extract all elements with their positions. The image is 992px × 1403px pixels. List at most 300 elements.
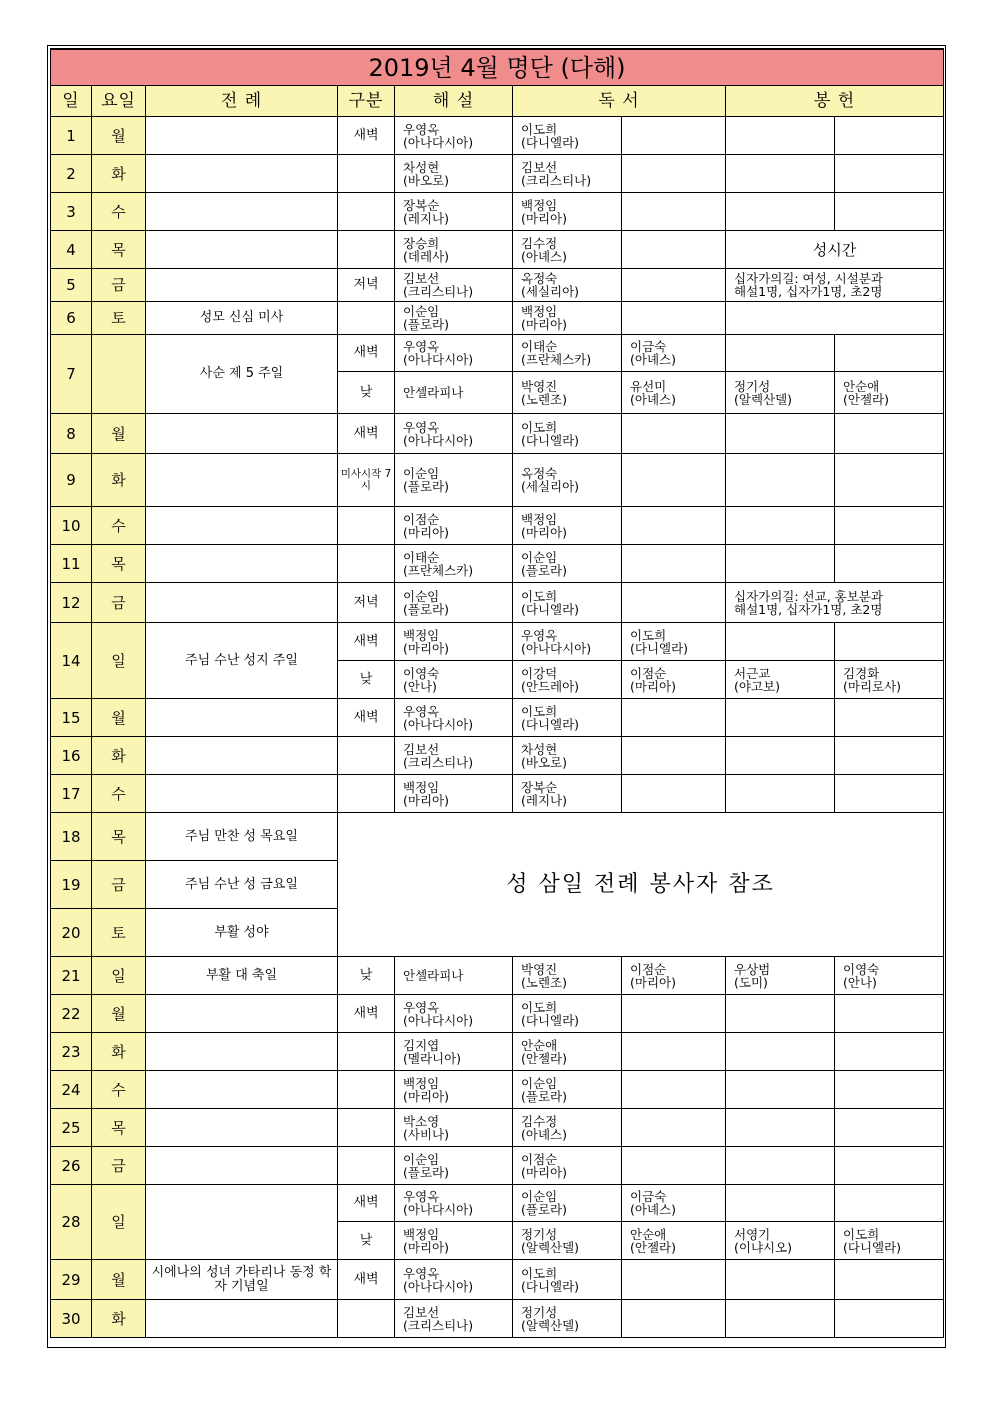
reading-cell (513, 775, 622, 813)
reading-cell-line: 김수정 (521, 235, 558, 251)
offering-cell (835, 957, 944, 995)
offering-cell (726, 737, 835, 775)
reading-cell-line: (알렉산델) (521, 1239, 580, 1255)
offering-cell (726, 1109, 835, 1147)
reading-cell-line: 이도희 (521, 121, 558, 137)
commentary-cell-line: 우영옥 (403, 1189, 440, 1204)
reading-cell (622, 775, 726, 813)
type-cell: 새벽 (338, 117, 395, 155)
commentary-cell (395, 454, 513, 507)
offering-cell-line: (마리로사) (843, 678, 902, 694)
reading-cell (622, 545, 726, 583)
weekday-cell: 일 (92, 1185, 146, 1260)
reading-cell-line: 이도희 (521, 419, 558, 435)
table-row (51, 117, 944, 155)
commentary-cell-line: (아나다시아) (403, 1202, 474, 1217)
title-row (51, 49, 944, 86)
day-cell: 7 (51, 335, 92, 414)
reading-cell-line: (플로라) (521, 1202, 567, 1217)
reading-cell-line: 백정임 (521, 304, 558, 319)
day-cell: 25 (51, 1109, 92, 1147)
commentary-cell (395, 583, 513, 623)
offering-note-cell (726, 269, 944, 302)
weekday-cell: 목 (92, 813, 146, 861)
reading-cell (513, 661, 622, 699)
reading-cell-line: 이점순 (521, 1151, 558, 1167)
offering-cell (835, 699, 944, 737)
offering-cell (726, 335, 835, 372)
day-cell: 16 (51, 737, 92, 775)
commentary-cell-line: 이영숙 (403, 665, 440, 681)
header-offering: 봉 헌 (726, 86, 944, 117)
offering-cell (726, 775, 835, 813)
reading-cell-line: (아녜스) (630, 1202, 676, 1217)
reading-cell-line: (안드레아) (521, 678, 580, 694)
commentary-cell-line: (아나다시아) (403, 1012, 474, 1028)
table-row (51, 1260, 944, 1300)
liturgy-cell (146, 699, 338, 737)
offering-cell (835, 1185, 944, 1222)
commentary-cell (395, 699, 513, 737)
reading-cell (622, 583, 726, 623)
table-row (51, 583, 944, 623)
day-cell: 26 (51, 1147, 92, 1185)
reading-cell-line: 우영옥 (521, 627, 558, 643)
table-row (51, 231, 944, 269)
commentary-cell-line: 우영옥 (403, 419, 440, 435)
header-reading: 독 서 (513, 86, 726, 117)
commentary-cell-line: 백정임 (403, 1226, 440, 1242)
commentary-cell-line: 우영옥 (403, 999, 440, 1015)
offering-cell (726, 661, 835, 699)
table-row (51, 454, 944, 507)
reading-cell-line: (세실리아) (521, 479, 580, 494)
weekday-cell: 화 (92, 454, 146, 507)
offering-cell-line: (안젤라) (843, 391, 889, 407)
reading-cell-line: (노렌조) (521, 391, 567, 407)
reading-cell (622, 623, 726, 661)
header-commentary: 해 설 (395, 86, 513, 117)
reading-cell-line: 이순임 (521, 1075, 558, 1091)
reading-cell-line: (플로라) (521, 1088, 567, 1104)
liturgy-cell (146, 507, 338, 545)
reading-cell-line: (마리아) (630, 974, 676, 990)
reading-cell-line: 이점순 (630, 961, 667, 977)
table-row (51, 957, 944, 995)
liturgy-cell (146, 414, 338, 454)
reading-cell (513, 1109, 622, 1147)
reading-cell-line: 차성현 (521, 741, 558, 757)
liturgy-cell (146, 269, 338, 302)
weekday-cell: 화 (92, 1300, 146, 1338)
reading-cell (513, 269, 622, 302)
liturgy-cell: 사순 제 5 주일 (146, 335, 338, 414)
commentary-cell (395, 1147, 513, 1185)
commentary-cell-line: 김보선 (403, 741, 440, 757)
reading-cell (513, 623, 622, 661)
commentary-cell (395, 661, 513, 699)
day-cell: 15 (51, 699, 92, 737)
table-row (51, 335, 944, 372)
reading-cell-line: 이도희 (521, 999, 558, 1015)
reading-cell-line: (크리스티나) (521, 172, 592, 188)
day-cell: 2 (51, 155, 92, 193)
offering-cell (726, 995, 835, 1033)
offering-cell (835, 1222, 944, 1260)
offering-cell-line: 정기성 (734, 378, 771, 394)
reading-cell (513, 507, 622, 545)
offering-cell (835, 775, 944, 813)
reading-cell (622, 1109, 726, 1147)
reading-cell (622, 414, 726, 454)
type-cell (338, 737, 395, 775)
weekday-cell: 월 (92, 414, 146, 454)
liturgy-cell: 시에나의 성녀 가타리나 동정 학자 기념일 (146, 1260, 338, 1300)
reading-cell (622, 155, 726, 193)
weekday-cell: 목 (92, 545, 146, 583)
table-row (51, 737, 944, 775)
header-weekday: 요일 (92, 86, 146, 117)
reading-cell (622, 372, 726, 414)
offering-cell (835, 737, 944, 775)
offering-cell (726, 699, 835, 737)
reading-cell-line: 이금숙 (630, 1189, 667, 1204)
liturgy-cell (146, 995, 338, 1033)
reading-cell (513, 583, 622, 623)
liturgy-cell (146, 545, 338, 583)
reading-cell-line: 이강덕 (521, 665, 558, 681)
day-cell: 9 (51, 454, 92, 507)
reading-cell (622, 661, 726, 699)
liturgy-cell: 부활 대 축일 (146, 957, 338, 995)
liturgy-cell (146, 1109, 338, 1147)
day-cell: 30 (51, 1300, 92, 1338)
commentary-cell (395, 155, 513, 193)
page-title: 2019년 4월 명단 (다해) (51, 49, 944, 86)
weekday-cell: 금 (92, 269, 146, 302)
weekday-cell: 화 (92, 1033, 146, 1071)
reading-cell-line: 이순임 (521, 549, 558, 565)
reading-cell (622, 193, 726, 231)
weekday-cell: 수 (92, 775, 146, 813)
liturgy-cell: 부활 성야 (146, 909, 338, 957)
header-row (51, 86, 944, 117)
liturgy-cell: 주님 수난 성 금요일 (146, 861, 338, 909)
table-row (51, 775, 944, 813)
reading-cell-line: 옥정숙 (521, 271, 558, 286)
offering-cell (726, 1033, 835, 1071)
commentary-cell (395, 507, 513, 545)
weekday-cell: 수 (92, 507, 146, 545)
commentary-cell-line: (마리아) (403, 1239, 449, 1255)
reading-cell-line: (노렌조) (521, 974, 567, 990)
commentary-cell-line: 우영옥 (403, 339, 440, 354)
reading-cell-line: 김보선 (521, 159, 558, 175)
commentary-cell (395, 117, 513, 155)
commentary-cell (395, 775, 513, 813)
type-cell (338, 1109, 395, 1147)
reading-cell-line: 이도희 (521, 588, 558, 604)
table-row (51, 269, 944, 302)
reading-cell (513, 414, 622, 454)
offering-cell (835, 1147, 944, 1185)
table-row (51, 1109, 944, 1147)
offering-cell (726, 454, 835, 507)
reading-cell (513, 995, 622, 1033)
liturgy-cell (146, 775, 338, 813)
type-cell (338, 1147, 395, 1185)
reading-cell (622, 507, 726, 545)
table-row (51, 813, 944, 861)
offering-cell (726, 957, 835, 995)
commentary-cell-line: (크리스티나) (403, 754, 474, 770)
commentary-cell (395, 1185, 513, 1222)
liturgy-cell (146, 193, 338, 231)
commentary-cell-line: 박소영 (403, 1113, 440, 1129)
offering-cell-line: 안순애 (843, 378, 880, 394)
type-cell: 새벽 (338, 995, 395, 1033)
day-cell: 4 (51, 231, 92, 269)
weekday-cell: 목 (92, 231, 146, 269)
offering-cell-line: (야고보) (734, 678, 780, 694)
reading-cell (513, 155, 622, 193)
offering-cell (835, 1033, 944, 1071)
offering-cell (835, 1260, 944, 1300)
commentary-cell-line: 이순임 (403, 588, 440, 604)
reading-cell (622, 269, 726, 302)
reading-cell-line: 이도희 (630, 627, 667, 643)
table-row (51, 699, 944, 737)
commentary-cell (395, 1300, 513, 1338)
type-cell (338, 231, 395, 269)
reading-cell-line: (마리아) (521, 524, 567, 540)
type-cell: 낮 (338, 1222, 395, 1260)
offering-note-line: 십자가의길: 선교, 홍보분과 (734, 588, 883, 604)
offering-cell (726, 117, 835, 155)
reading-cell (513, 957, 622, 995)
day-cell: 29 (51, 1260, 92, 1300)
commentary-cell (395, 1071, 513, 1109)
reading-cell (622, 1071, 726, 1109)
type-cell: 낮 (338, 372, 395, 414)
offering-cell (835, 414, 944, 454)
weekday-cell: 일 (92, 957, 146, 995)
liturgy-cell (146, 1185, 338, 1260)
commentary-cell-line: (아나다시아) (403, 1278, 474, 1294)
commentary-cell (395, 623, 513, 661)
offering-cell-line: 우상범 (734, 961, 771, 977)
reading-cell (513, 117, 622, 155)
liturgy-cell: 주님 수난 성지 주일 (146, 623, 338, 699)
reading-cell (513, 1185, 622, 1222)
table-row (51, 1071, 944, 1109)
commentary-cell (395, 269, 513, 302)
schedule-table (50, 48, 944, 1338)
commentary-cell-line: 이순임 (403, 1151, 440, 1167)
offering-cell (726, 1147, 835, 1185)
offering-note-cell (726, 583, 944, 623)
type-cell (338, 155, 395, 193)
offering-cell (726, 1300, 835, 1338)
commentary-cell-line: 김보선 (403, 271, 440, 286)
day-cell: 18 (51, 813, 92, 861)
reading-cell (513, 372, 622, 414)
reading-cell (513, 1260, 622, 1300)
offering-cell (835, 1300, 944, 1338)
reading-cell (622, 1033, 726, 1071)
commentary-cell-line: 김보선 (403, 1304, 440, 1320)
liturgy-cell (146, 117, 338, 155)
reading-cell (513, 1147, 622, 1185)
liturgy-cell (146, 1033, 338, 1071)
day-cell: 6 (51, 302, 92, 335)
offering-cell (726, 1260, 835, 1300)
type-cell (338, 1033, 395, 1071)
reading-cell-line: (안젤라) (521, 1050, 567, 1066)
table-row (51, 302, 944, 335)
triduum-note: 성 삼일 전례 봉사자 참조 (338, 813, 944, 957)
offering-cell (835, 335, 944, 372)
reading-cell (513, 737, 622, 775)
day-cell: 12 (51, 583, 92, 623)
reading-cell-line: (세실리아) (521, 284, 580, 299)
weekday-cell: 금 (92, 583, 146, 623)
offering-cell (726, 1222, 835, 1260)
header-day: 일 (51, 86, 92, 117)
weekday-cell: 일 (92, 623, 146, 699)
commentary-cell-line: 이태순 (403, 549, 440, 565)
reading-cell-line: 이순임 (521, 1189, 558, 1204)
offering-cell-line: (안나) (843, 974, 877, 990)
liturgy-cell (146, 1147, 338, 1185)
reading-cell (622, 302, 726, 335)
commentary-cell-line: (마리아) (403, 792, 449, 808)
offering-note-line: 해설1명, 십자가1명, 초2명 (734, 601, 883, 617)
offering-cell-line: 서근교 (734, 665, 771, 681)
offering-cell (726, 507, 835, 545)
reading-cell (513, 699, 622, 737)
commentary-cell-line: (데레사) (403, 248, 449, 264)
offering-cell (835, 372, 944, 414)
day-cell: 20 (51, 909, 92, 957)
reading-cell (622, 117, 726, 155)
commentary-cell (395, 995, 513, 1033)
type-cell (338, 302, 395, 335)
day-cell: 14 (51, 623, 92, 699)
commentary-cell (395, 372, 513, 414)
commentary-cell (395, 957, 513, 995)
type-cell (338, 1300, 395, 1338)
commentary-cell-line: (마리아) (403, 640, 449, 656)
weekday-cell: 화 (92, 737, 146, 775)
commentary-cell (395, 737, 513, 775)
liturgy-cell (146, 1071, 338, 1109)
header-liturgy: 전 례 (146, 86, 338, 117)
reading-cell (513, 1071, 622, 1109)
reading-cell (513, 231, 622, 269)
reading-cell-line: (아녜스) (630, 352, 676, 367)
weekday-cell: 월 (92, 117, 146, 155)
reading-cell-line: (다니엘라) (521, 601, 580, 617)
reading-cell (622, 699, 726, 737)
commentary-cell (395, 1033, 513, 1071)
commentary-cell-line: 장승희 (403, 235, 440, 251)
reading-cell-line: (마리아) (630, 678, 676, 694)
table-row (51, 995, 944, 1033)
offering-cell (835, 545, 944, 583)
reading-cell-line: 박영진 (521, 378, 558, 394)
type-cell: 저녁 (338, 269, 395, 302)
weekday-cell: 수 (92, 1071, 146, 1109)
reading-cell-line: 박영진 (521, 961, 558, 977)
commentary-cell (395, 193, 513, 231)
commentary-cell (395, 302, 513, 335)
type-cell: 낮 (338, 957, 395, 995)
table-row (51, 414, 944, 454)
commentary-cell-line: (크리스티나) (403, 1317, 474, 1333)
commentary-cell-line: (안나) (403, 678, 437, 694)
reading-cell (622, 1260, 726, 1300)
table-row (51, 1033, 944, 1071)
offering-cell (726, 414, 835, 454)
commentary-cell-line: (크리스티나) (403, 284, 474, 299)
commentary-cell (395, 414, 513, 454)
liturgy-cell (146, 454, 338, 507)
commentary-cell-line: 이점순 (403, 511, 440, 527)
commentary-cell-line: 백정임 (403, 627, 440, 643)
offering-cell (726, 155, 835, 193)
reading-cell-line: 이금숙 (630, 339, 667, 354)
reading-cell-line: (아녜스) (521, 1126, 567, 1142)
offering-cell-line: (이냐시오) (734, 1239, 793, 1255)
offering-cell-line: (다니엘라) (843, 1239, 902, 1255)
type-cell: 새벽 (338, 414, 395, 454)
reading-cell (513, 1222, 622, 1260)
reading-cell (513, 193, 622, 231)
reading-cell-line: (다니엘라) (521, 716, 580, 732)
weekday-cell: 토 (92, 302, 146, 335)
commentary-cell-line: 백정임 (403, 1075, 440, 1091)
day-cell: 11 (51, 545, 92, 583)
offering-cell (726, 1071, 835, 1109)
commentary-cell-line: (아나다시아) (403, 432, 474, 448)
offering-cell-line: 이영숙 (843, 961, 880, 977)
weekday-cell: 월 (92, 995, 146, 1033)
reading-cell-line: (안젤라) (630, 1239, 676, 1255)
reading-cell-line: 유선미 (630, 378, 667, 394)
reading-cell (622, 1185, 726, 1222)
reading-cell-line: (다니엘라) (521, 134, 580, 150)
reading-cell-line: 안순애 (630, 1226, 667, 1242)
weekday-cell: 토 (92, 909, 146, 957)
liturgy-cell (146, 231, 338, 269)
reading-cell-line: 이태순 (521, 339, 558, 354)
reading-cell-line: (플로라) (521, 562, 567, 578)
type-cell: 새벽 (338, 699, 395, 737)
reading-cell (622, 995, 726, 1033)
commentary-cell (395, 1222, 513, 1260)
day-cell: 8 (51, 414, 92, 454)
liturgy-cell: 성모 신심 미사 (146, 302, 338, 335)
liturgy-cell (146, 1300, 338, 1338)
day-cell: 24 (51, 1071, 92, 1109)
day-cell: 3 (51, 193, 92, 231)
reading-cell (622, 1300, 726, 1338)
reading-cell-line: (다니엘라) (521, 432, 580, 448)
day-cell: 28 (51, 1185, 92, 1260)
offering-cell (835, 995, 944, 1033)
reading-cell-line: 정기성 (521, 1304, 558, 1320)
